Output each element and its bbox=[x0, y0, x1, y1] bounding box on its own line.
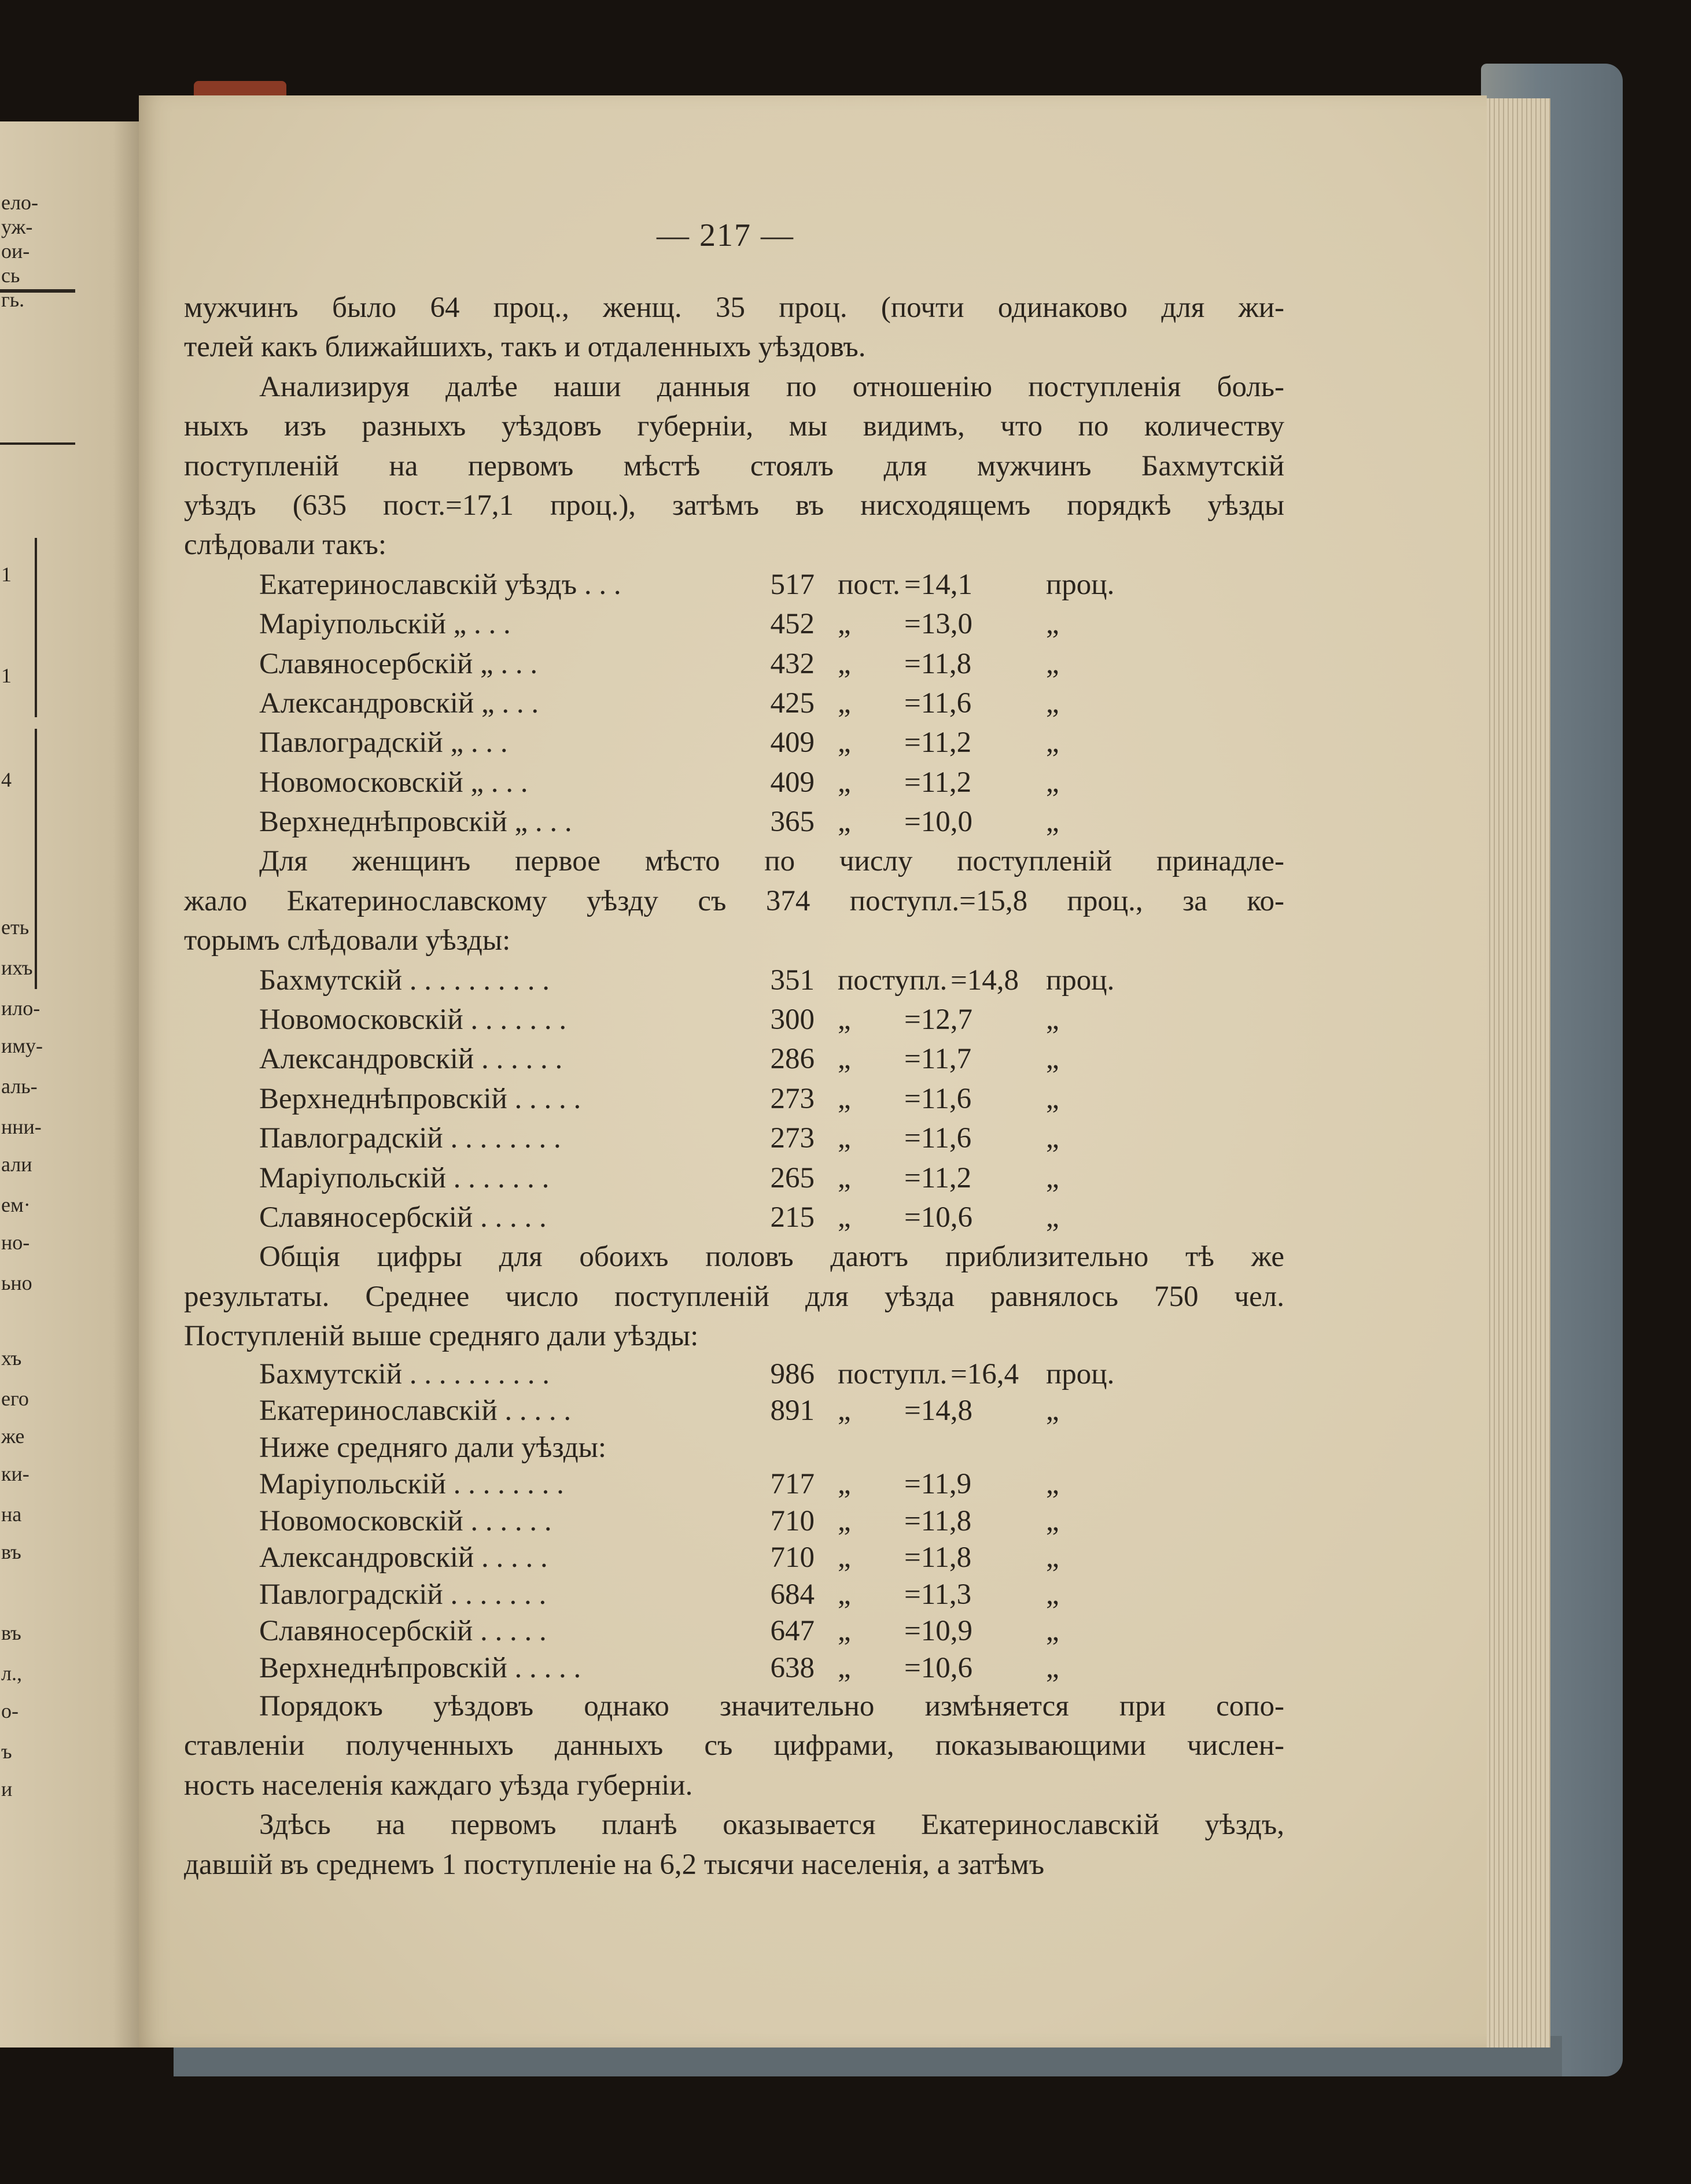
admissions-count: 409 bbox=[770, 766, 815, 799]
count-unit: „ bbox=[838, 1615, 851, 1648]
left-page-fragment: ем· bbox=[1, 1193, 31, 1216]
left-page-fragment: ило- bbox=[1, 997, 40, 1020]
table-row bbox=[184, 1356, 1284, 1393]
percent-value: =12,7 bbox=[904, 1004, 973, 1036]
text-line: ныхъ изъ разныхъ уѣздовъ губерніи, мы видимъ, что по количеству bbox=[184, 410, 1284, 443]
count-unit: „ bbox=[838, 1004, 851, 1036]
left-page-fragment: аль- bbox=[1, 1075, 38, 1098]
table-row bbox=[184, 1079, 1284, 1119]
count-unit: „ bbox=[838, 1504, 851, 1537]
percent-value: =11,8 bbox=[904, 1504, 972, 1537]
percent-unit: „ bbox=[1046, 766, 1059, 799]
count-unit: поступл. bbox=[838, 964, 948, 997]
left-page-fragment: л., bbox=[1, 1662, 22, 1685]
district-name: Славяносербскій . . . . . bbox=[259, 1201, 547, 1234]
text-line: Общія цифры для обоихъ половъ даютъ приблизительно тѣ же bbox=[259, 1241, 1284, 1274]
percent-unit: „ bbox=[1046, 1201, 1059, 1234]
percent-value: =11,2 bbox=[904, 766, 972, 799]
percent-unit: проц. bbox=[1046, 964, 1115, 997]
percent-unit: „ bbox=[1046, 1615, 1059, 1648]
district-name: Маріупольскій „ . . . bbox=[259, 608, 511, 641]
count-unit: „ bbox=[838, 687, 851, 720]
percent-unit: „ bbox=[1046, 1468, 1059, 1501]
district-name: Александровскій . . . . . . bbox=[259, 1043, 563, 1076]
left-page-fragment: 1 bbox=[1, 563, 12, 586]
percent-value: =11,9 bbox=[904, 1468, 972, 1501]
table-row bbox=[184, 1540, 1284, 1577]
table-row bbox=[184, 1159, 1284, 1198]
left-page-fragment: уж- bbox=[1, 215, 33, 238]
admissions-count: 273 bbox=[770, 1122, 815, 1155]
left-page-fragment: ихъ bbox=[1, 956, 33, 979]
text-line: жало Екатеринославскому уѣзду съ 374 поступл.=15,8 проц., за ко- bbox=[184, 884, 1284, 917]
district-name: Верхнеднѣпровскій . . . . . bbox=[259, 1082, 581, 1115]
table-row bbox=[184, 961, 1284, 1000]
percent-value: =11,6 bbox=[904, 687, 972, 720]
admissions-count: 273 bbox=[770, 1082, 815, 1115]
count-unit: поступл. bbox=[838, 1357, 948, 1390]
left-page-fragment: ои- bbox=[1, 239, 30, 263]
left-page-fragment: ьно bbox=[1, 1271, 32, 1294]
left-page-fragment: но- bbox=[1, 1231, 30, 1254]
admissions-count: 425 bbox=[770, 687, 815, 720]
left-page-fragment: въ bbox=[1, 1540, 21, 1563]
district-name: Верхнеднѣпровскій . . . . . bbox=[259, 1651, 581, 1684]
percent-unit: „ bbox=[1046, 608, 1059, 641]
percent-unit: „ bbox=[1046, 1122, 1059, 1155]
count-unit: „ bbox=[838, 766, 851, 799]
percent-unit: „ bbox=[1046, 687, 1059, 720]
count-unit: „ bbox=[838, 1394, 851, 1427]
percent-value: =14,8 bbox=[951, 964, 1019, 997]
count-unit: „ bbox=[838, 1651, 851, 1684]
left-page-fragment: хъ bbox=[1, 1346, 22, 1370]
admissions-count: 452 bbox=[770, 608, 815, 641]
admissions-count: 215 bbox=[770, 1201, 815, 1234]
left-page-fragment: али bbox=[1, 1153, 32, 1176]
count-unit: „ bbox=[838, 1468, 851, 1501]
percent-unit: „ bbox=[1046, 1394, 1059, 1427]
left-page-fragment: на bbox=[1, 1503, 22, 1526]
table-row bbox=[184, 565, 1284, 604]
page-stack-edge bbox=[1481, 98, 1550, 2048]
text-line: телей какъ ближайшихъ, такъ и отдаленныхъ уѣздовъ. bbox=[184, 331, 866, 364]
rule bbox=[35, 729, 37, 989]
percent-value: =11,2 bbox=[904, 1161, 972, 1194]
table-row bbox=[184, 1650, 1284, 1687]
admissions-count: 365 bbox=[770, 806, 815, 839]
admissions-count: 300 bbox=[770, 1004, 815, 1036]
admissions-count: 517 bbox=[770, 568, 815, 601]
text-line: мужчинъ было 64 проц., женщ. 35 проц. (почти одинаково для жи- bbox=[184, 292, 1284, 324]
subheading: Ниже средняго дали уѣзды: bbox=[259, 1431, 607, 1464]
admissions-count: 891 bbox=[770, 1394, 815, 1427]
percent-unit: проц. bbox=[1046, 1357, 1115, 1390]
table-row bbox=[184, 1119, 1284, 1158]
percent-unit: „ bbox=[1046, 1043, 1059, 1076]
percent-value: =13,0 bbox=[904, 608, 973, 641]
admissions-count: 986 bbox=[770, 1357, 815, 1390]
left-page-fragment: ъ bbox=[1, 1740, 12, 1763]
percent-unit: „ bbox=[1046, 726, 1059, 759]
text-line: ставленіи полученныхъ данныхъ съ цифрами, показывающими числен- bbox=[184, 1729, 1284, 1762]
admissions-count: 265 bbox=[770, 1161, 815, 1194]
admissions-count: 286 bbox=[770, 1043, 815, 1076]
percent-value: =11,3 bbox=[904, 1578, 972, 1611]
left-page-fragment: въ bbox=[1, 1621, 21, 1644]
left-page-fragment: и bbox=[1, 1777, 13, 1801]
left-page-fragment: о- bbox=[1, 1699, 19, 1722]
percent-unit: „ bbox=[1046, 1161, 1059, 1194]
count-unit: „ bbox=[838, 647, 851, 680]
percent-value: =11,8 bbox=[904, 1541, 972, 1574]
percent-value: =11,6 bbox=[904, 1122, 972, 1155]
admissions-count: 717 bbox=[770, 1468, 815, 1501]
left-page-fragment: 4 bbox=[1, 768, 12, 791]
count-unit: „ bbox=[838, 1082, 851, 1115]
percent-value: =14,8 bbox=[904, 1394, 973, 1427]
table-row bbox=[184, 1198, 1284, 1237]
admissions-count: 638 bbox=[770, 1651, 815, 1684]
percent-value: =11,2 bbox=[904, 726, 972, 759]
count-unit: пост. bbox=[838, 568, 900, 601]
table-row bbox=[184, 723, 1284, 762]
table-row bbox=[184, 1000, 1284, 1039]
text-line: поступленій на первомъ мѣстѣ стоялъ для мужчинъ Бахмутскій bbox=[184, 449, 1284, 482]
percent-unit: „ bbox=[1046, 1504, 1059, 1537]
percent-value: =10,6 bbox=[904, 1201, 973, 1234]
percent-value: =11,6 bbox=[904, 1082, 972, 1115]
text-line: давшій въ среднемъ 1 поступленіе на 6,2 тысячи населенія, а затѣмъ bbox=[184, 1848, 1045, 1881]
district-name: Павлоградскій . . . . . . . . bbox=[259, 1122, 561, 1155]
count-unit: „ bbox=[838, 1043, 851, 1076]
table-row bbox=[184, 1039, 1284, 1079]
district-name: Славяносербскій „ . . . bbox=[259, 647, 538, 680]
admissions-count: 710 bbox=[770, 1541, 815, 1574]
women-table bbox=[184, 961, 1284, 1238]
percent-value: =11,8 bbox=[904, 647, 972, 680]
percent-unit: „ bbox=[1046, 806, 1059, 839]
percent-unit: проц. bbox=[1046, 568, 1115, 601]
count-unit: „ bbox=[838, 608, 851, 641]
count-unit: „ bbox=[838, 1541, 851, 1574]
percent-value: =10,0 bbox=[904, 806, 973, 839]
district-name: Новомосковскій „ . . . bbox=[259, 766, 528, 799]
below-table bbox=[184, 1466, 1284, 1687]
percent-value: =11,7 bbox=[904, 1043, 972, 1076]
text-line: Здѣсь на первомъ планѣ оказывается Екатеринославскій уѣздъ, bbox=[259, 1809, 1284, 1842]
text-line: торымъ слѣдовали уѣзды: bbox=[184, 924, 511, 957]
table-row bbox=[184, 684, 1284, 723]
text-line: уѣздъ (635 пост.=17,1 проц.), затѣмъ въ нисходящемъ порядкѣ уѣзды bbox=[184, 489, 1284, 522]
district-name: Павлоградскій „ . . . bbox=[259, 726, 508, 759]
table-row bbox=[184, 1577, 1284, 1614]
left-page-fragment: 1 bbox=[1, 664, 12, 687]
admissions-count: 647 bbox=[770, 1615, 815, 1648]
table-row bbox=[184, 1466, 1284, 1503]
percent-unit: „ bbox=[1046, 647, 1059, 680]
district-name: Маріупольскій . . . . . . . bbox=[259, 1161, 550, 1194]
percent-unit: „ bbox=[1046, 1541, 1059, 1574]
district-name: Славяносербскій . . . . . bbox=[259, 1615, 547, 1648]
rule bbox=[0, 442, 75, 445]
text-line: ность населенія каждаго уѣзда губерніи. bbox=[184, 1769, 693, 1802]
text-line: результаты. Среднее число поступленій для уѣзда равнялось 750 чел. bbox=[184, 1280, 1284, 1313]
count-unit: „ bbox=[838, 1201, 851, 1234]
above-table bbox=[184, 1356, 1284, 1430]
admissions-count: 351 bbox=[770, 964, 815, 997]
district-name: Новомосковскій . . . . . . bbox=[259, 1504, 552, 1537]
count-unit: „ bbox=[838, 806, 851, 839]
men-table bbox=[184, 565, 1284, 842]
left-page-fragment: иму- bbox=[1, 1034, 43, 1057]
percent-unit: „ bbox=[1046, 1004, 1059, 1036]
district-name: Новомосковскій . . . . . . . bbox=[259, 1004, 567, 1036]
left-page bbox=[0, 121, 142, 2048]
left-page-fragment: еть bbox=[1, 916, 30, 939]
table-row bbox=[184, 604, 1284, 644]
left-page-fragment: сь bbox=[1, 264, 20, 287]
percent-unit: „ bbox=[1046, 1578, 1059, 1611]
district-name: Екатеринославскій уѣздъ . . . bbox=[259, 568, 621, 601]
text-line: Поступленій выше средняго дали уѣзды: bbox=[184, 1320, 699, 1353]
left-page-fragment: же bbox=[1, 1425, 25, 1448]
percent-unit: „ bbox=[1046, 1082, 1059, 1115]
table-row bbox=[184, 1503, 1284, 1540]
count-unit: „ bbox=[838, 1161, 851, 1194]
district-name: Бахмутскій . . . . . . . . . . bbox=[259, 1357, 550, 1390]
table-row bbox=[184, 1613, 1284, 1650]
count-unit: „ bbox=[838, 726, 851, 759]
rule bbox=[35, 538, 37, 717]
district-name: Маріупольскій . . . . . . . . bbox=[259, 1468, 564, 1501]
percent-value: =10,6 bbox=[904, 1651, 973, 1684]
admissions-count: 684 bbox=[770, 1578, 815, 1611]
count-unit: „ bbox=[838, 1122, 851, 1155]
percent-value: =16,4 bbox=[951, 1357, 1019, 1390]
admissions-count: 409 bbox=[770, 726, 815, 759]
left-page-fragment: гь. bbox=[1, 288, 25, 311]
percent-value: =14,1 bbox=[904, 568, 973, 601]
table-row bbox=[184, 1393, 1284, 1430]
district-name: Бахмутскій . . . . . . . . . . bbox=[259, 964, 550, 997]
left-page-fragment: его bbox=[1, 1387, 29, 1410]
district-name: Верхнеднѣпровскій „ . . . bbox=[259, 806, 572, 839]
text-line: слѣдовали такъ: bbox=[184, 529, 387, 562]
page-text bbox=[184, 288, 1284, 1884]
text-line: Порядокъ уѣздовъ однако значительно измѣняется при сопо- bbox=[259, 1690, 1284, 1723]
percent-value: =10,9 bbox=[904, 1615, 973, 1648]
left-page-fragment: нни- bbox=[1, 1115, 42, 1138]
left-page-fragment: ело- bbox=[1, 191, 38, 214]
district-name: Александровскій . . . . . bbox=[259, 1541, 548, 1574]
left-page-fragment: ки- bbox=[1, 1462, 30, 1485]
admissions-count: 710 bbox=[770, 1504, 815, 1537]
text-line: Анализируя далѣе наши данныя по отношенію поступленія боль- bbox=[259, 370, 1284, 403]
text-line: Для женщинъ первое мѣсто по числу поступленій принадле- bbox=[259, 845, 1284, 878]
table-row bbox=[184, 763, 1284, 802]
district-name: Павлоградскій . . . . . . . bbox=[259, 1578, 547, 1611]
count-unit: „ bbox=[838, 1578, 851, 1611]
table-row bbox=[184, 644, 1284, 684]
page-number: — 217 — bbox=[657, 217, 794, 253]
district-name: Александровскій „ . . . bbox=[259, 687, 539, 720]
percent-unit: „ bbox=[1046, 1651, 1059, 1684]
table-row bbox=[184, 802, 1284, 842]
district-name: Екатеринославскій . . . . . bbox=[259, 1394, 572, 1427]
admissions-count: 432 bbox=[770, 647, 815, 680]
